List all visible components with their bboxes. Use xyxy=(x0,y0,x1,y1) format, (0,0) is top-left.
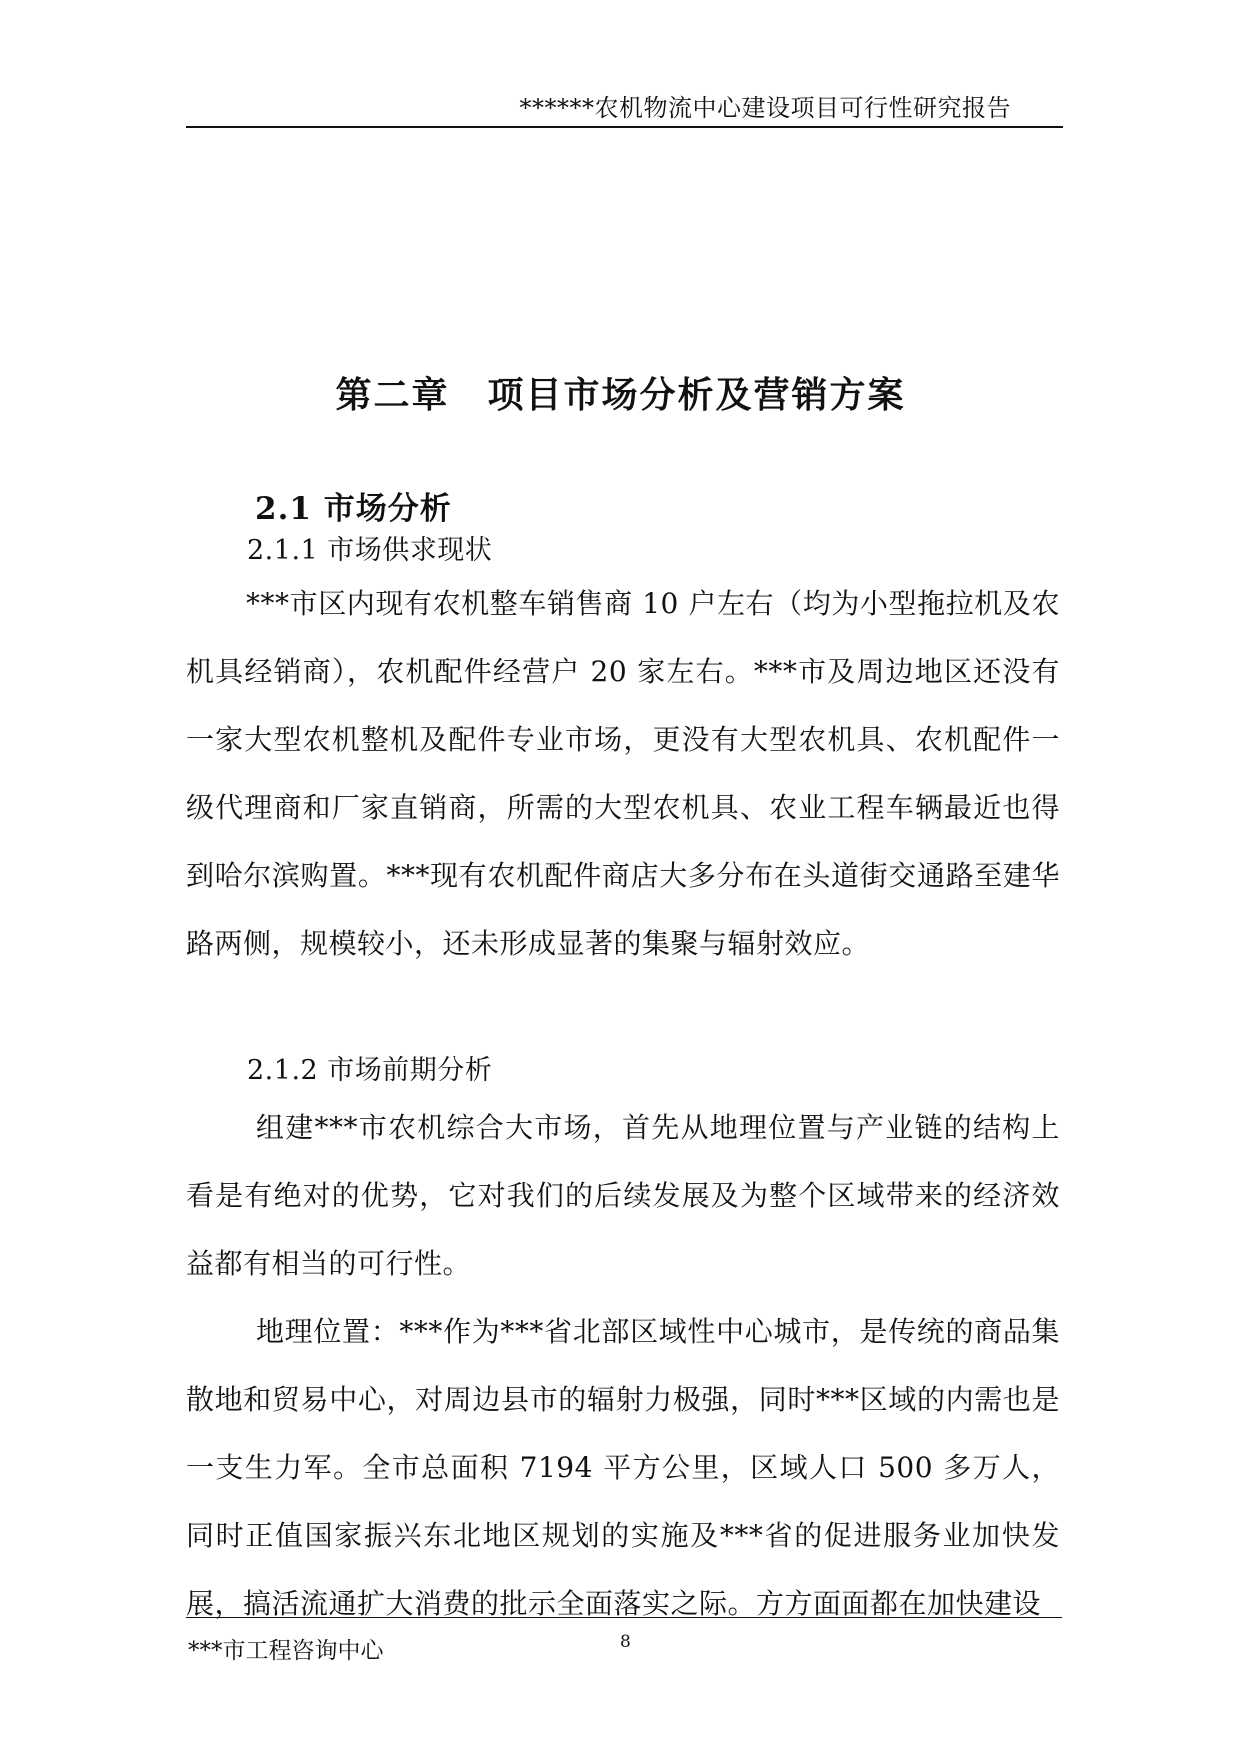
header-title: ******农机物流中心建设项目可行性研究报告 xyxy=(519,94,1011,122)
page-header xyxy=(186,86,1063,128)
chapter-title: 第二章 项目市场分析及营销方案 xyxy=(335,374,906,416)
footer-organization: ***市工程咨询中心 xyxy=(188,1638,384,1664)
footer-divider xyxy=(186,1617,1062,1618)
subsection-supply-demand: 2.1.1 市场供求现状 xyxy=(247,535,493,566)
paragraph-supply-demand: ***市区内现有农机整车销售商 10 户左右（均为小型拖拉机及农机具经销商），农机配件经营户 20 家左右。***市及周边地区还没有一家大型农机整机及配件专业市场，更没有大型农机具、农机配件一级代理商和厂家直销商，所需的大型农机具、农业工程车辆最近也得到哈尔滨购置。***现有农机配件商店大多分布在头道街交通路至建华路两侧，规模较小，还未形成显著的集聚与辐射效应。 xyxy=(186,587,1060,960)
paragraph-early-analysis: 组建***市农机综合大市场，首先从地理位置与产业链的结构上看是有绝对的优势，它对我们的后续发展及为整个区域带来的经济效益都有相当的可行性。 xyxy=(186,1111,1060,1280)
subsection-early-analysis: 2.1.2 市场前期分析 xyxy=(247,1055,493,1086)
section-title: 2.1 市场分析 xyxy=(255,491,452,527)
page-number: 8 xyxy=(620,1632,631,1652)
paragraph-geography: 地理位置：***作为***省北部区域性中心城市，是传统的商品集散地和贸易中心，对周边县市的辐射力极强，同时***区域的内需也是一支生力军。全市总面积 7194 平方公里，区域人口 500 多万人，同时正值国家振兴东北地区规划的实施及***省的促进服务业加快发展，搞活流通扩大消费的批示全面落实之际。方方面面都在加快建设 xyxy=(186,1315,1060,1620)
